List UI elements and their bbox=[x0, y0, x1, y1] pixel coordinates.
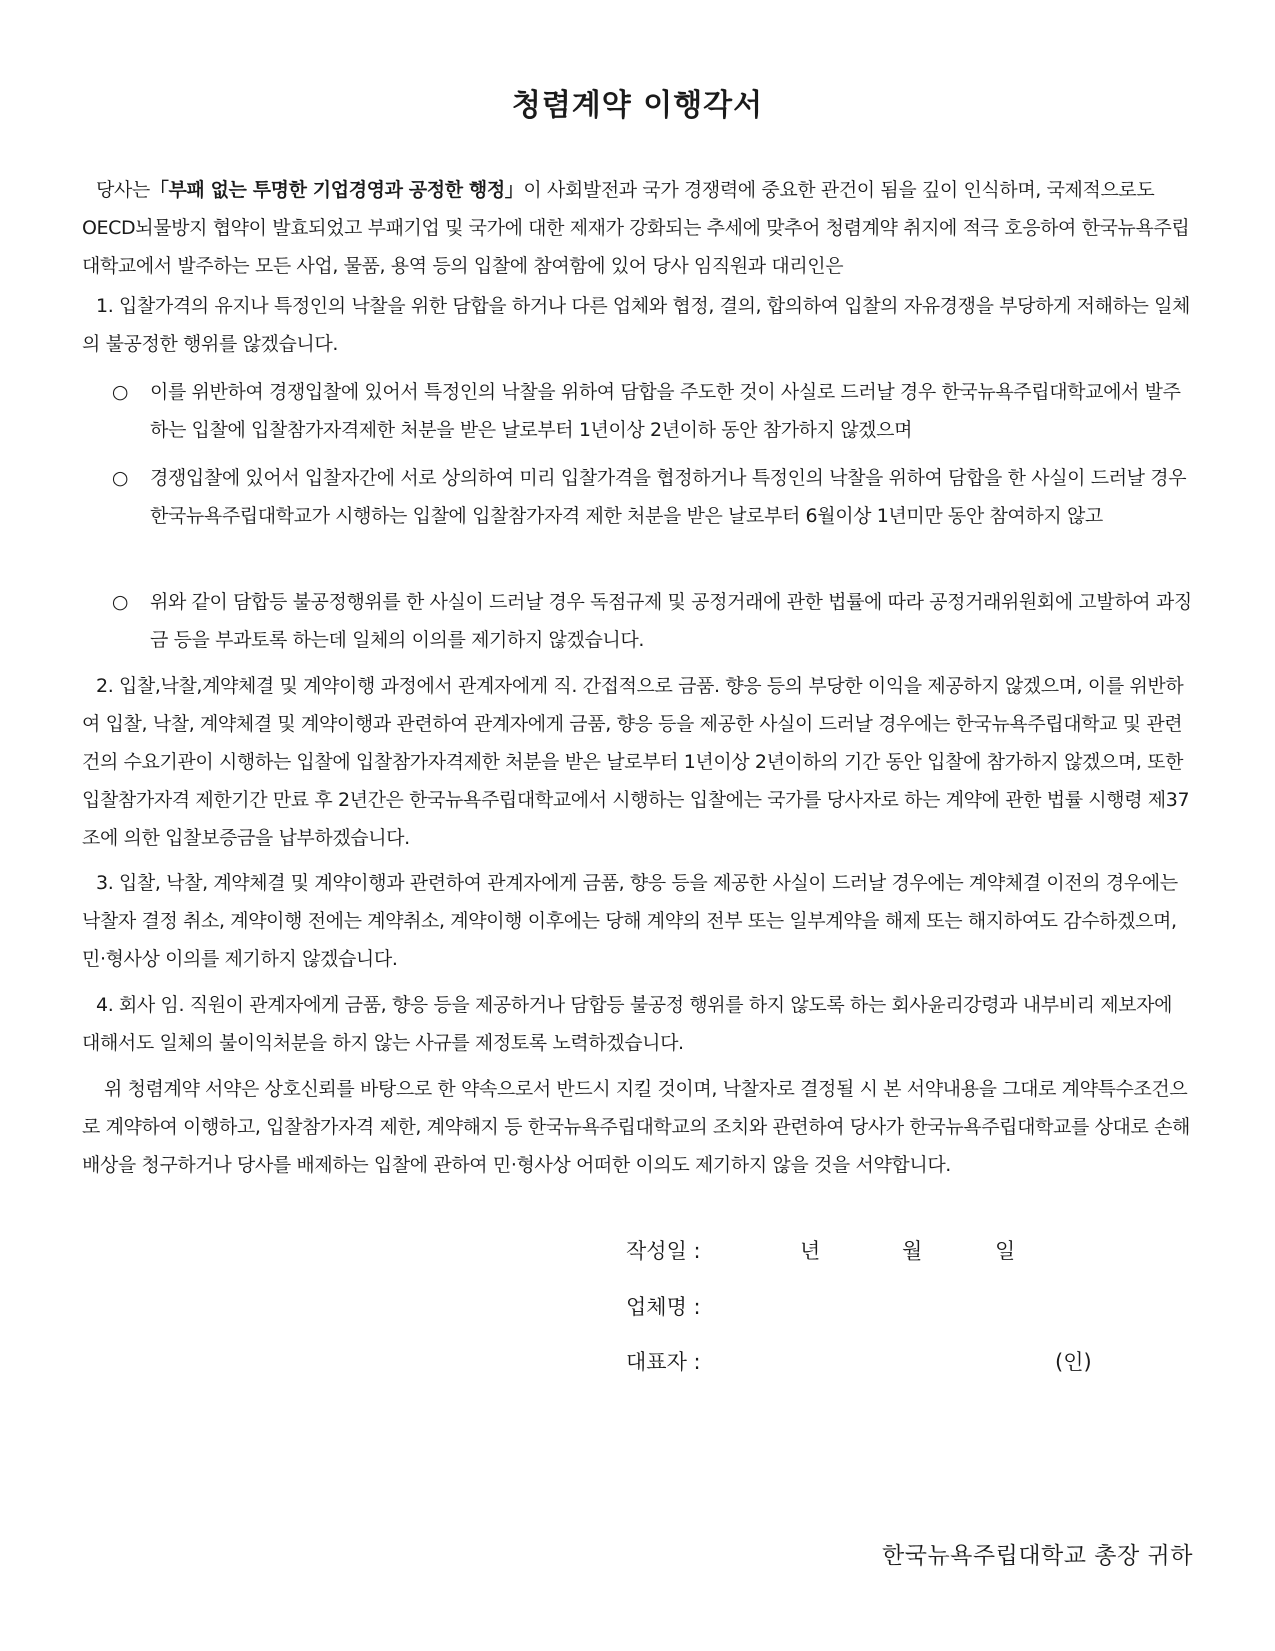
addressee-footer: 한국뉴욕주립대학교 총장 귀하 bbox=[882, 1543, 1193, 1569]
clause-1: 1. 입찰가격의 유지나 특정인의 낙찰을 위한 담합을 하거나 다른 업체와 협정, 결의, 합의하여 입찰의 자유경쟁을 부당하게 저해하는 일체의 불공정한 행위를 않겠습니다. bbox=[82, 295, 1190, 355]
clause-2: 2. 입찰,낙찰,계약체결 및 계약이행 과정에서 관계자에게 직. 간접적으로 금품. 향응 등의 부당한 이익을 제공하지 않겠으며, 이를 위반하여 입찰, 낙찰, 계약체결 및 계약이행과 관련하여 관계자에게 금품, 향응 등을 제공한 사실이 드러날 경우에는 한국뉴욕주립대학교 및 관련 건의 수요기관이 시행하는 입찰에 입찰참가자격제한 처분을 받은 날로부터 1년이상 2년이하의 기간 동안 입찰에 참가하지 않겠으며, 또한 입찰참가자격 제한기간 만료 후 2년간은 한국뉴욕주립대학교에서 시행하는 입찰에는 국가를 당사자로 하는 계약에 관한 법률 시행령 제37조에 의한 입찰보증금을 납부하겠습니다. bbox=[82, 675, 1190, 849]
representative-label: 대표자 : bbox=[626, 1350, 701, 1374]
clause-1-sub-2 bbox=[111, 459, 1194, 535]
seal-mark: (인) bbox=[1055, 1350, 1092, 1374]
intro-lead: 당사는 bbox=[96, 179, 150, 201]
clause-1-sub-1 bbox=[111, 373, 1194, 449]
clause-1-sub-3-text: 위와 같이 담합등 불공정행위를 한 사실이 드러날 경우 독점규제 및 공정거래에 관한 법률에 따라 공정거래위원회에 고발하여 과징금 등을 부과토록 하는데 일체의 이의를 제기하지 않겠습니다. bbox=[150, 591, 1192, 651]
date-year-label: 년 bbox=[800, 1239, 821, 1263]
date-day-label: 일 bbox=[995, 1239, 1016, 1263]
intro-paragraph bbox=[82, 171, 1194, 285]
closing-paragraph: 위 청렴계약 서약은 상호신뢰를 바탕으로 한 약속으로서 반드시 지킬 것이며, 낙찰자로 결정될 시 본 서약내용을 그대로 계약특수조건으로 계약하여 이행하고, 입찰참가자격 제한, 계약해지 등 한국뉴욕주립대학교의 조치와 관련하여 당사가 한국뉴욕주립대학교를 상대로 손해배상을 청구하거나 당사를 배제하는 입찰에 관하여 민·형사상 어떠한 이의도 제기하지 않을 것을 서약합니다. bbox=[82, 1078, 1190, 1176]
clause-3: 3. 입찰, 낙찰, 계약체결 및 계약이행과 관련하여 관계자에게 금품, 향응 등을 제공한 사실이 드러날 경우에는 계약체결 이전의 경우에는 낙찰자 결정 취소, 계약이행 전에는 계약취소, 계약이행 이후에는 당해 계약의 전부 또는 일부계약을 해제 또는 해지하여도 감수하겠으며, 민·형사상 이의를 제기하지 않겠습니다. bbox=[82, 872, 1178, 970]
intro-rest: 이 사회발전과 국가 경쟁력에 중요한 관건이 됨을 깊이 인식하며, 국제적으로도 OECD뇌물방지 협약이 발효되었고 부패기업 및 국가에 대한 제재가 강화되는 추세에 맞추어 청렴계약 취지에 적극 호응하여 한국뉴욕주립대학교에서 발주하는 모든 사업, 물품, 용역 등의 입찰에 참여함에 있어 당사 임직원과 대리인은 bbox=[82, 179, 1190, 277]
company-name-label: 업체명 : bbox=[626, 1295, 701, 1319]
circle-bullet-icon: ○ bbox=[111, 381, 129, 403]
clause-1-sub-1-text: 이를 위반하여 경쟁입찰에 있어서 특정인의 낙찰을 위하여 담합을 주도한 것이 사실로 드러날 경우 한국뉴욕주립대학교에서 발주하는 입찰에 입찰참가자격제한 처분을 받은 날로부터 1년이상 2년이하 동안 참가하지 않겠으며 bbox=[150, 381, 1181, 441]
clause-1-sub-3 bbox=[111, 583, 1194, 659]
intro-emphasis: 「부패 없는 투명한 기업경영과 공정한 행정」 bbox=[149, 179, 524, 201]
date-month-label: 월 bbox=[902, 1239, 923, 1263]
date-label: 작성일 : bbox=[626, 1239, 701, 1263]
document-title: 청렴계약 이행각서 bbox=[511, 88, 764, 123]
clause-4: 4. 회사 임. 직원이 관계자에게 금품, 향응 등을 제공하거나 담합등 불공정 행위를 하지 않도록 하는 회사윤리강령과 내부비리 제보자에 대해서도 일체의 불이익처분을 하지 않는 사규를 제정토록 노력하겠습니다. bbox=[82, 994, 1173, 1054]
clause-1-sub-2-text: 경쟁입찰에 있어서 입찰자간에 서로 상의하여 미리 입찰가격을 협정하거나 특정인의 낙찰을 위하여 담합을 한 사실이 드러날 경우 한국뉴욕주립대학교가 시행하는 입찰에 입찰참가자격 제한 처분을 받은 날로부터 6월이상 1년미만 동안 참여하지 않고 bbox=[150, 467, 1187, 527]
circle-bullet-icon: ○ bbox=[111, 467, 129, 489]
circle-bullet-icon: ○ bbox=[111, 591, 129, 613]
